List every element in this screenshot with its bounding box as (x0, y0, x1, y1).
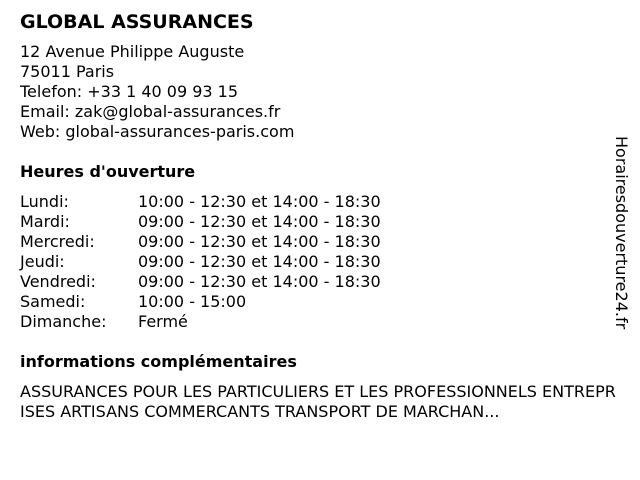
info-title: informations complémentaires (20, 352, 297, 371)
hours-row-samedi (20, 292, 620, 312)
info-text: ASSURANCES POUR LES PARTICULIERS ET LES PROFESSIONNELS ENTREPRISES ARTISANS COMMERCANTS TRANSPORT DE MARCHAN... (20, 382, 616, 421)
business-card (20, 10, 620, 422)
phone-line: Telefon: +33 1 40 09 93 15 (20, 82, 239, 101)
hours-day-label: Mardi: (20, 212, 70, 231)
site-watermark: Horairesdouverture24.fr (612, 136, 631, 330)
hours-time-value: 09:00 - 12:30 et 14:00 - 18:30 (138, 232, 381, 251)
hours-day-label: Mercredi: (20, 232, 95, 251)
hours-title: Heures d'ouverture (20, 162, 196, 181)
hours-row-mercredi (20, 232, 620, 252)
hours-time-value: 09:00 - 12:30 et 14:00 - 18:30 (138, 252, 381, 271)
web-line: Web: global-assurances-paris.com (20, 122, 295, 141)
hours-day-label: Vendredi: (20, 272, 96, 291)
hours-table (20, 192, 620, 332)
hours-row-jeudi (20, 252, 620, 272)
hours-day-label: Jeudi: (20, 252, 65, 271)
hours-row-lundi (20, 192, 620, 212)
hours-day-label: Samedi: (20, 292, 86, 311)
company-name: GLOBAL ASSURANCES (20, 11, 254, 33)
hours-time-value: 10:00 - 15:00 (138, 292, 247, 311)
hours-time-value: 09:00 - 12:30 et 14:00 - 18:30 (138, 272, 381, 291)
hours-row-mardi (20, 212, 620, 232)
hours-row-vendredi (20, 272, 620, 292)
hours-time-value: 09:00 - 12:30 et 14:00 - 18:30 (138, 212, 381, 231)
email-line: Email: zak@global-assurances.fr (20, 102, 281, 121)
hours-day-label: Lundi: (20, 192, 69, 211)
address-city: 75011 Paris (20, 62, 115, 81)
hours-day-label: Dimanche: (20, 312, 107, 331)
hours-row-dimanche (20, 312, 620, 332)
address-street: 12 Avenue Philippe Auguste (20, 42, 245, 61)
hours-time-value: 10:00 - 12:30 et 14:00 - 18:30 (138, 192, 381, 211)
hours-time-value: Fermé (138, 312, 188, 331)
